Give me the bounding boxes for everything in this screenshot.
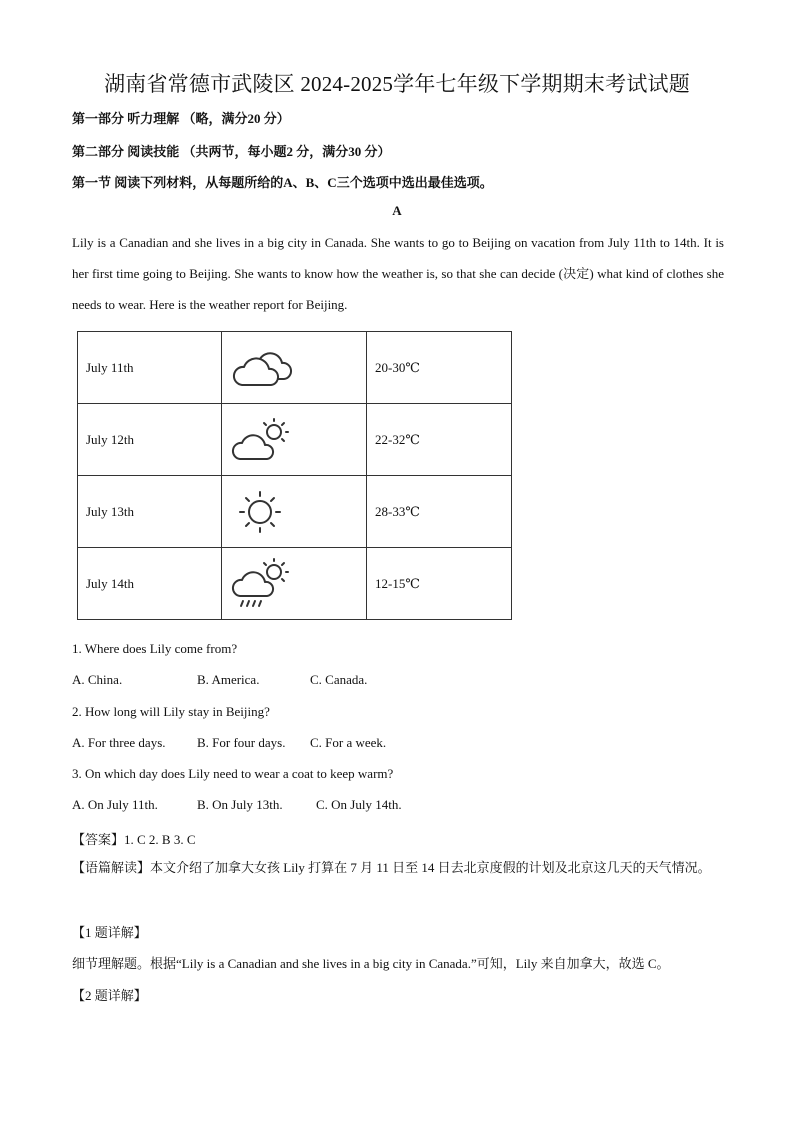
option-a: A. For three days. <box>72 735 166 750</box>
cloudy-icon <box>222 332 367 404</box>
question-1: 1. Where does Lily come from? <box>72 641 238 656</box>
partly-sunny-icon <box>222 404 367 476</box>
part2-heading: 第二部分 阅读技能 （共两节，每小题2 分，满分30 分） <box>72 144 391 159</box>
option-c: C. For a week. <box>310 735 387 750</box>
option-c: C. Canada. <box>310 672 368 687</box>
weather-row <box>78 476 512 548</box>
option-b: B. On July 13th. <box>197 797 283 812</box>
weather-temp: 12-15℃ <box>367 548 512 620</box>
option-a: A. On July 11th. <box>72 797 158 812</box>
option-a: A. China. <box>72 672 123 687</box>
weather-temp: 22-32℃ <box>367 404 512 476</box>
weather-row <box>78 332 512 404</box>
option-c: C. On July 14th. <box>316 797 402 812</box>
passage-text: Lily is a Canadian and she lives in a big city in Canada. She wants to go to Beijing on vacation from July 11th to 14th. It is her first time going to Beijing. She wants to know how the weather is, so that she can decide (决定) what kind of clothes she needs to wear. Here is the weather report for Beijing. <box>72 235 724 312</box>
q1-detail: 细节理解题。根据“Lily is a Canadian and she lives in a big city in Canada.”可知，Lily 来自加拿大，故选 C。 <box>72 956 670 971</box>
question-3: 3. On which day does Lily need to wear a coat to keep warm? <box>72 766 394 781</box>
answer-line: 【答案】1. C 2. B 3. C <box>72 832 196 847</box>
passage-label: A <box>392 203 402 218</box>
weather-date: July 14th <box>78 548 222 620</box>
weather-date: July 11th <box>78 332 222 404</box>
q2-heading: 【2 题详解】 <box>72 988 147 1003</box>
option-b: B. America. <box>197 672 260 687</box>
analysis-text: 【语篇解读】本文介绍了加拿大女孩 Lily 打算在 7 月 11 日至 14 日去北京度假的计划及北京这几天的天气情况。 <box>72 860 711 875</box>
section1-heading: 第一节 阅读下列材料，从每题所给的A、B、C三个选项中选出最佳选项。 <box>72 175 493 190</box>
question-2: 2. How long will Lily stay in Beijing? <box>72 704 270 719</box>
weather-table <box>77 331 512 620</box>
weather-temp: 28-33℃ <box>367 476 512 548</box>
weather-row <box>78 404 512 476</box>
page-title: 湖南省常德市武陵区 2024-2025学年七年级下学期期末考试试题 <box>104 72 690 96</box>
weather-date: July 12th <box>78 404 222 476</box>
sun-cloud-rain-icon <box>222 548 367 620</box>
sunny-icon <box>222 476 367 548</box>
weather-temp: 20-30℃ <box>367 332 512 404</box>
part1-heading: 第一部分 听力理解 （略，满分20 分） <box>72 111 290 126</box>
weather-date: July 13th <box>78 476 222 548</box>
option-b: B. For four days. <box>197 735 286 750</box>
weather-row <box>78 548 512 620</box>
q1-heading: 【1 题详解】 <box>72 925 147 940</box>
